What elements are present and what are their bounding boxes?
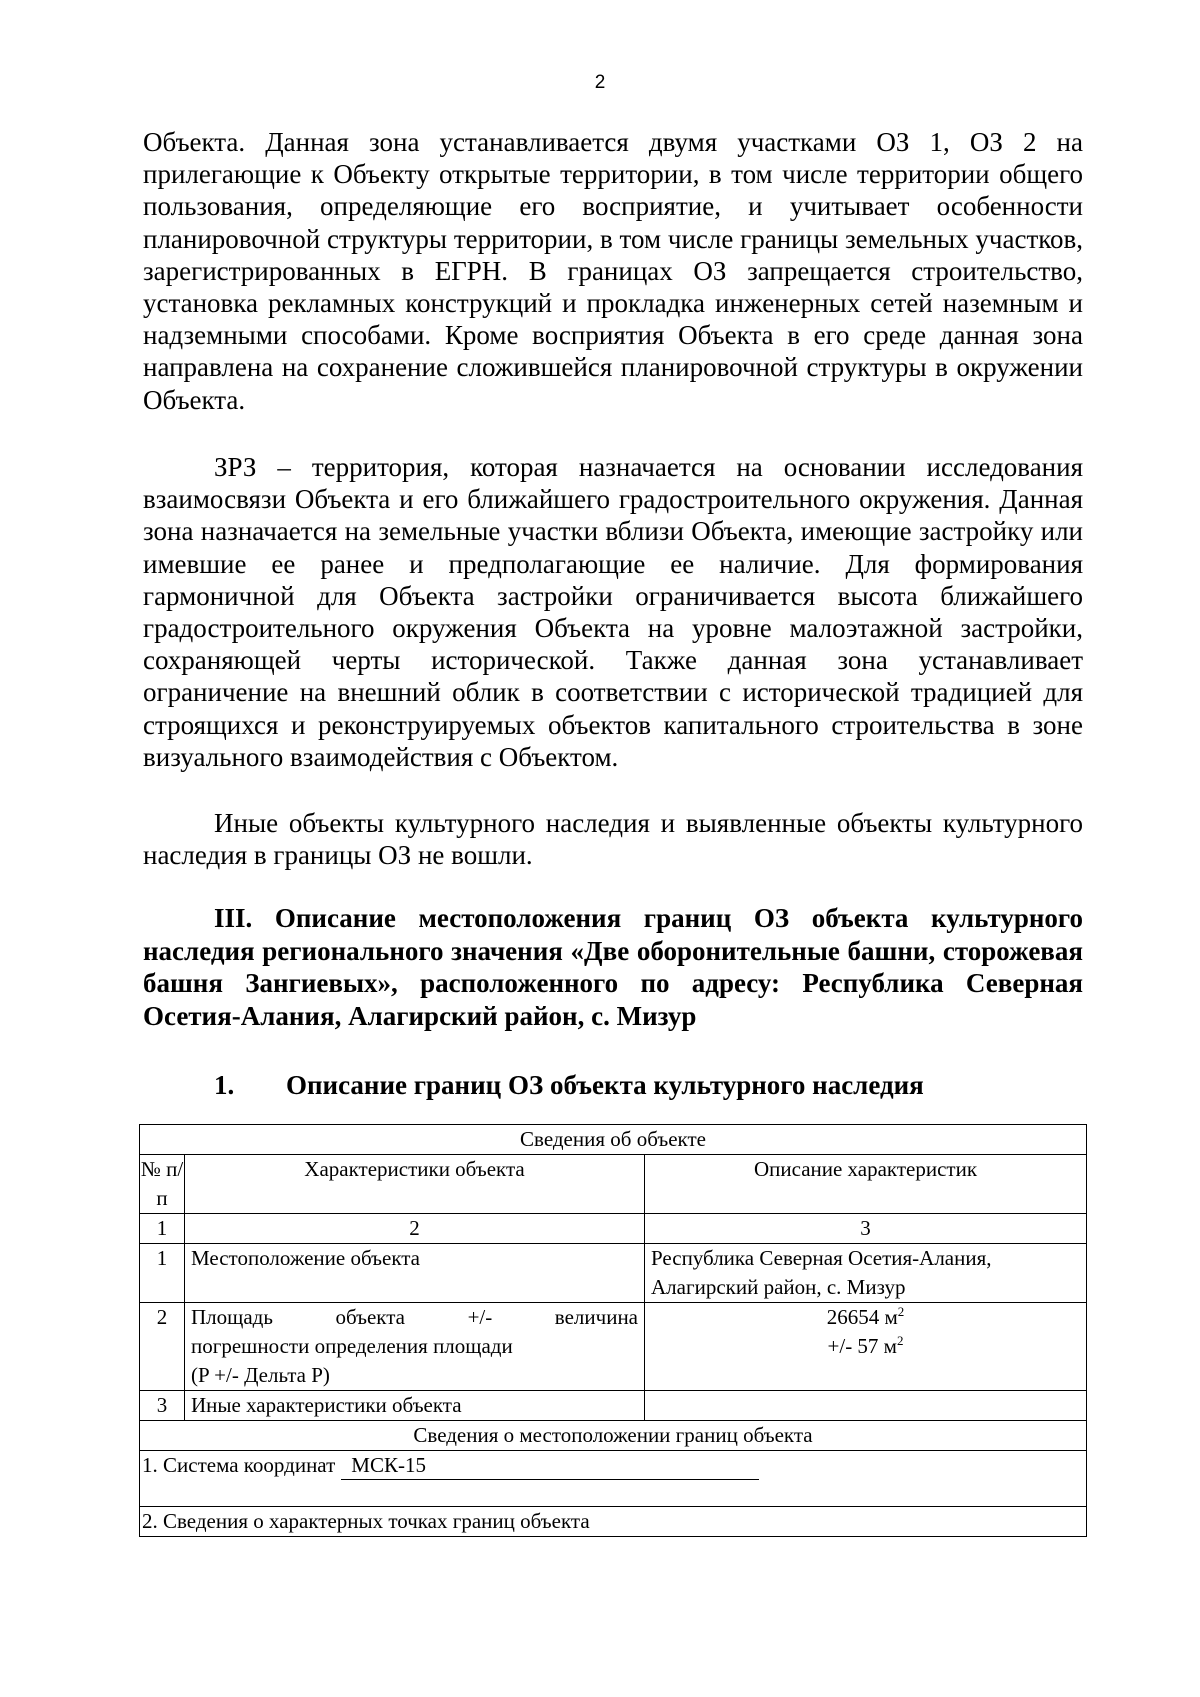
row-description [645,1303,1087,1391]
area-unit-exponent: 2 [897,1304,905,1319]
col-number-1: 1 [140,1214,185,1244]
location-line-2: Алагирский район, с. Мизур [651,1275,906,1299]
col-number-3: 3 [645,1214,1087,1244]
column-numbers-row [140,1214,1087,1244]
coordinate-system-label: 1. Система координат [142,1453,336,1477]
area-label-line-1: Площадь объекта +/- величина [191,1305,638,1329]
row-characteristic: Иные характеристики объекта [185,1391,645,1421]
table-row [140,1303,1087,1391]
table-title-row [140,1125,1087,1155]
points-row [140,1507,1087,1537]
location-line-1: Республика Северная Осетия-Алания, [651,1246,992,1270]
header-num: № п/п [140,1155,185,1214]
subsection-title: Описание границ ОЗ объекта культурного наследия [286,1070,924,1100]
points-label: 2. Сведения о характерных точках границ объекта [140,1507,1087,1537]
area-value [651,1303,1080,1332]
header-characteristics: Характеристики объекта [185,1155,645,1214]
row-characteristic [185,1303,645,1391]
area-error-text: +/- 57 м [827,1334,897,1358]
section-heading: III. Описание местоположения границ ОЗ объекта культурного наследия регионального значения «Две оборонительные башни, сторожевая башня Зангиевых», расположенного по адресу: Республика Северная Осетия-Алания, Алагирский район, с. Мизур [143,903,1083,1031]
row-characteristic: Местоположение объекта [185,1244,645,1303]
location-title: Сведения о местоположении границ объекта [140,1421,1087,1451]
row-description [645,1244,1087,1303]
location-title-row [140,1421,1087,1451]
area-label-line-2: погрешности определения площади [191,1334,513,1358]
table-row [140,1244,1087,1303]
coordinate-system-cell [140,1451,1087,1507]
subsection-heading [214,1069,924,1101]
area-error [651,1332,1080,1361]
area-value-text: 26654 м [826,1305,898,1329]
subsection-number: 1. [214,1070,235,1100]
object-info-table [139,1124,1087,1537]
coordinate-system-value: МСК-15 [341,1452,759,1480]
coordinate-system-row [140,1451,1087,1507]
paragraph-zrz-description: ЗРЗ – территория, которая назначается на основании исследования взаимосвязи Объекта и его ближайшего градостроительного окружения. Данная зона назначается на земельные участки вблизи Объекта, имеющие застройку или имевшие ее ранее и предполагающие ее наличие. Для формирования гармоничной для Объекта застройки ограничивается высота ближайшего градостроительного окружения Объекта на уровне малоэтажной застройки, сохраняющей черты исторической. Также данная зона устанавливает ограничение на внешний облик в соответствии с исторической традицией для строящихся и реконструируемых объектов капитального строительства в зоне визуального взаимодействия с Объектом. [143,452,1083,772]
page-number: 2 [594,72,606,93]
paragraph-oz-description: Объекта. Данная зона устанавливается двумя участками ОЗ 1, ОЗ 2 на прилегающие к Объекту открытые территории, в том числе территории общего пользования, определяющие его восприятие, и учитывает особенности планировочной структуры территории, в том числе границы земельных участков, зарегистрированных в ЕГРН. В границах ОЗ запрещается строительство, установка рекламных конструкций и прокладка инженерных сетей наземным и надземными способами. Кроме восприятия Объекта в его среде данная зона направлена на сохранение сложившейся планировочной структуры в окружении Объекта. [143,127,1083,415]
header-description: Описание характеристик [645,1155,1087,1214]
table-title: Сведения об объекте [140,1125,1087,1155]
row-num: 2 [140,1303,185,1391]
area-error-exponent: 2 [896,1333,904,1348]
area-label-line-3: (P +/- Дельта P) [191,1363,330,1387]
table-row [140,1391,1087,1421]
row-description [645,1391,1087,1421]
table-header-row [140,1155,1087,1214]
paragraph-other-objects: Иные объекты культурного наследия и выявленные объекты культурного наследия в границы ОЗ не вошли. [143,808,1083,871]
row-num: 1 [140,1244,185,1303]
row-num: 3 [140,1391,185,1421]
col-number-2: 2 [185,1214,645,1244]
